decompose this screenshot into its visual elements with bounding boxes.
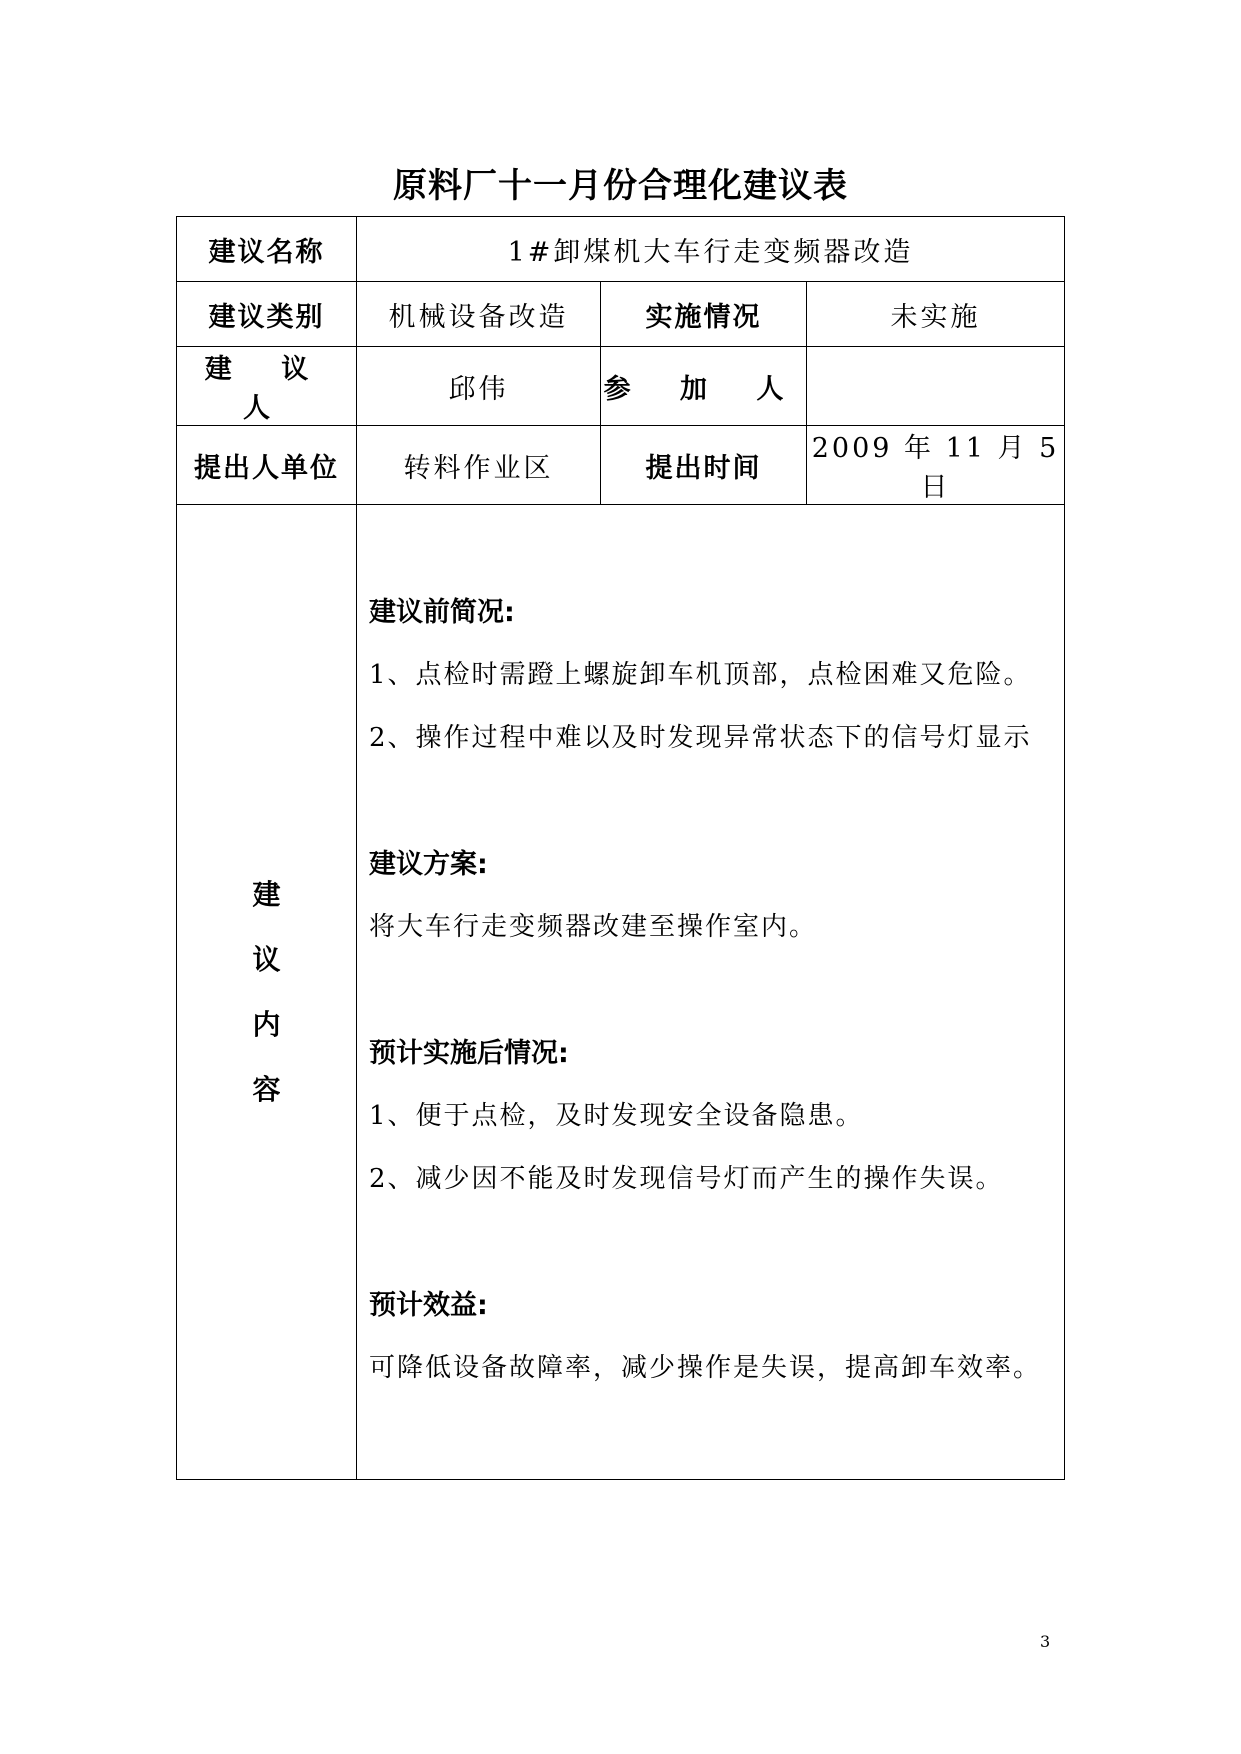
content-label-char: 议 xyxy=(252,943,281,976)
date-label: 提出时间 xyxy=(601,426,807,505)
unit-value: 转料作业区 xyxy=(357,426,601,505)
row-unit-date xyxy=(177,426,1065,505)
unit-label: 提出人单位 xyxy=(177,426,357,505)
benefit-item: 可降低设备故障率，减少操作是失误，提高卸车效率。 xyxy=(369,1353,1042,1383)
before-item: 1、点检时需蹬上螺旋卸车机顶部，点检困难又危险。 xyxy=(369,660,1032,690)
before-item: 2、操作过程中难以及时发现异常状态下的信号灯显示 xyxy=(369,723,1032,753)
row-content xyxy=(177,505,1065,1480)
page-number: 3 xyxy=(1040,1632,1051,1651)
content-label-char: 容 xyxy=(252,1073,281,1106)
content-label xyxy=(177,505,357,1480)
content-label-char: 内 xyxy=(252,1008,281,1041)
content-body xyxy=(357,505,1065,1480)
proposal-name-value: 1#卸煤机大车行走变频器改造 xyxy=(357,217,1065,282)
before-heading: 建议前简况: xyxy=(369,597,515,628)
proposal-form-table xyxy=(176,216,1065,1480)
date-value: 2009 年 11 月 5 日 xyxy=(807,426,1065,505)
status-label: 实施情况 xyxy=(601,282,807,347)
expected-item: 1、便于点检，及时发现安全设备隐患。 xyxy=(369,1101,864,1131)
content-label-vertical xyxy=(177,862,356,1122)
proposer-label: 建 议 人 xyxy=(177,347,357,426)
row-proposal-name xyxy=(177,217,1065,282)
status-value: 未实施 xyxy=(807,282,1065,347)
content-label-char: 建 xyxy=(252,878,281,911)
benefit-heading: 预计效益: xyxy=(369,1290,488,1321)
expected-item: 2、减少因不能及时发现信号灯而产生的操作失误。 xyxy=(369,1164,1004,1194)
row-proposer-participants xyxy=(177,347,1065,426)
plan-heading: 建议方案: xyxy=(369,849,488,880)
category-value: 机械设备改造 xyxy=(357,282,601,347)
proposal-name-label: 建议名称 xyxy=(177,217,357,282)
category-label: 建议类别 xyxy=(177,282,357,347)
proposer-value: 邱伟 xyxy=(357,347,601,426)
participants-value xyxy=(807,347,1065,426)
expected-heading: 预计实施后情况: xyxy=(369,1038,569,1069)
page-title: 原料厂十一月份合理化建议表 xyxy=(393,166,848,206)
row-category-status xyxy=(177,282,1065,347)
plan-item: 将大车行走变频器改建至操作室内。 xyxy=(369,912,818,942)
participants-label: 参 加 人 xyxy=(601,347,807,426)
